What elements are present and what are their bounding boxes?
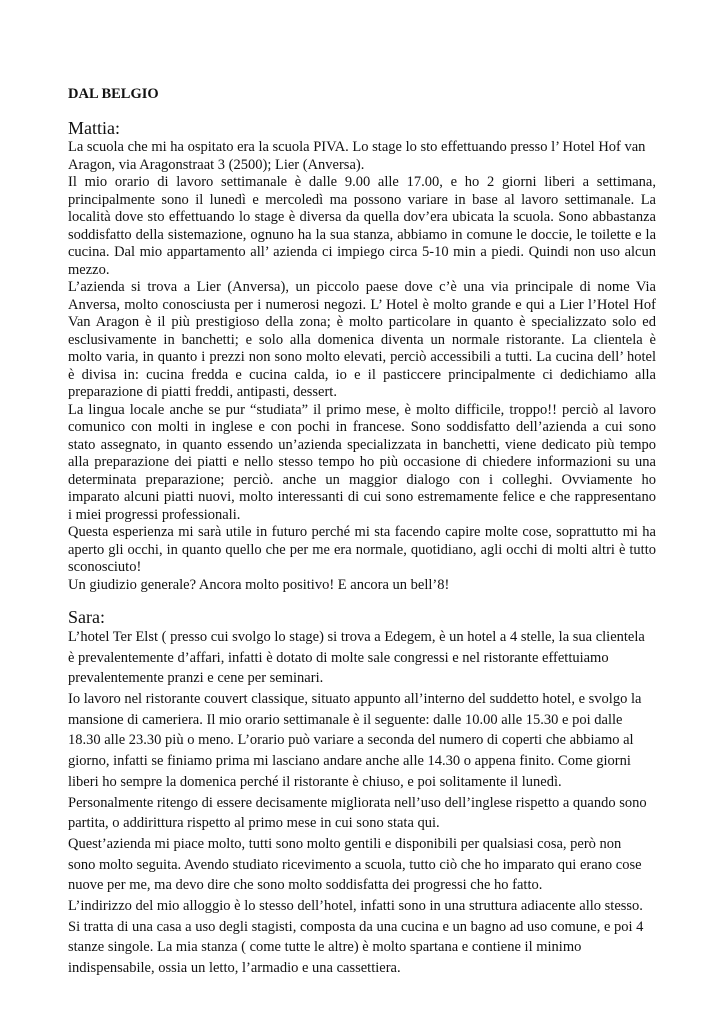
text-line: Aragon, via Aragonstraat 3 (2500); Lier (Anversa).	[68, 156, 365, 173]
text-line: esclusivamente in banchetti; e solo alla domenica diventa un normale ristorante. La clientela è	[68, 331, 656, 348]
text-line: Il mio orario di lavoro settimanale è dalle 9.00 alle 17.00, e ho 2 giorni liberi a settimana,	[68, 174, 656, 190]
text-line: comunico con molti in inglese e con pochi in francese. Sono soddisfatto dell’azienda a cui sono	[68, 419, 656, 435]
text-line: determinata preparazione; perciò. anche un maggior dialogo con i colleghi. Ovviamente ho	[68, 471, 656, 488]
text-line: Io lavoro nel ristorante couvert classique, situato appunto all’interno del suddetto hotel, e svolgo la	[68, 691, 642, 708]
text-line: prevalentemente pranzi e cene per seminari.	[68, 670, 324, 687]
section-mattia-text	[68, 139, 656, 594]
text-line: i miei progressi professionali.	[68, 506, 241, 523]
text-line: stato assegnato, in quanto essendo un’azienda specializzata in banchetti, viene dedicato più tempo	[68, 436, 656, 453]
text-line: preparazione di piatti freddi, antipasti, dessert.	[68, 384, 337, 400]
text-line: giorno, infatti se finiamo prima mi lasciano andare anche alle 14.30 o appena finito. Come giorni	[68, 753, 631, 770]
text-line: La lingua locale anche se pur “studiata” il primo mese, è molto difficile, troppo!! perciò al lavoro	[68, 401, 656, 418]
text-line: indispensabile, ossia un letto, l’armadio e una cassettiera.	[68, 960, 401, 976]
text-line: principalmente sono il lunedì e mercoledì ma possono variare in base al lavoro settimanale. La	[68, 191, 656, 208]
document-title: DAL BELGIO	[68, 86, 159, 102]
section-mattia	[68, 117, 656, 594]
text-line: L’hotel Ter Elst ( presso cui svolgo lo stage) si trova a Edegem, è un hotel a 4 stelle, la sua clientela	[68, 629, 645, 645]
text-line: sono molto seguita. Avendo studiato ricevimento a scuola, tutto ciò che ho imparato qui erano cose	[68, 856, 642, 873]
section-sara-text	[68, 627, 656, 979]
text-line: Questa esperienza mi sarà utile in futuro perché mi sta facendo capire molte cose, soprattutto mi ha	[68, 524, 656, 540]
text-line: partita, o addirittura rispetto al primo mese in cui sono stata qui.	[68, 815, 440, 832]
text-line: Un giudizio generale? Ancora molto positivo! E ancora un bell’8!	[68, 576, 450, 593]
text-line: L’azienda si trova a Lier (Anversa), un piccolo paese dove c’è una via principale di nome Via	[68, 279, 656, 295]
text-line: molto varia, in quanto i prezzi non sono molto elevati, perciò accessibili a tutti. La cucina dell’ hotel	[68, 349, 656, 365]
text-line: imparato alcuni piatti nuovi, molto interessanti di cui sono estremamente felice e che rappresentano	[68, 489, 656, 505]
text-line: è prevalentemente d’affari, infatti è dotato di molte sale congressi e nel ristorante effettuiamo	[68, 649, 609, 666]
text-line: sconosciuto!	[68, 559, 142, 575]
text-line: nuove per me, ma devo dire che sono molto soddisfatta dei progressi che ho fatto.	[68, 877, 543, 894]
text-line: liberi ho sempre la domenica perché il ristorante è chiuso, e poi solitamente il lunedì.	[68, 773, 562, 790]
text-line: cucina. Dal mio appartamento all’ azienda ci impiego circa 5-10 min a piedi. Quindi non uso alcun	[68, 244, 656, 260]
text-line: Personalmente ritengo di essere decisamente migliorata nell’uso dell’inglese rispetto a quando sono	[68, 794, 647, 811]
section-mattia-name: Mattia:	[68, 118, 120, 138]
text-line: Anversa, molto conosciusta per i numerosi negozi. L’ Hotel è molto grande e qui a Lier l’Hotel Hof	[68, 296, 656, 313]
text-line: soddisfatto della sistemazione, ognuno ha la sua stanza, abbiamo in comune le doccie, le toilette e la	[68, 226, 656, 243]
section-sara-name: Sara:	[68, 607, 105, 627]
text-line: stanze singole. La mia stanza ( come tutte le altre) è molto spartana e contiene il minimo	[68, 939, 582, 956]
text-line: aperto gli occhi, in quanto quello che per me era normale, quotidiano, agli occhi di molti altri è tutto	[68, 541, 656, 558]
text-line: mansione di cameriera. Il mio orario settimanale è il seguente: dalle 10.00 alle 15.30 e poi dalle	[68, 711, 623, 728]
text-line: La scuola che mi ha ospitato era la scuola PIVA. Lo stage lo sto effettuando presso l’ Hotel Hof van	[68, 139, 646, 155]
text-line: è divisa in: cucina fredda e cucina calda, io e il pasticcere principalmente ci dedichiamo alla	[68, 366, 656, 383]
text-line: Quest’azienda mi piace molto, tutti sono molto gentili e disponibili per qualsiasi cosa, però non	[68, 835, 622, 852]
text-line: mezzo.	[68, 261, 110, 278]
section-sara	[68, 607, 656, 979]
text-line: località dove sto effettuando lo stage è diversa da quella dov’era ubicata la scuola. Sono abbastanza	[68, 209, 656, 225]
text-line: 18.30 alle 23.30 più o meno. L’orario può variare a seconda del numero di coperti che abbiamo al	[68, 732, 634, 749]
text-line: L’indirizzo del mio alloggio è lo stesso dell’hotel, infatti sono in una struttura adiacente allo stesso.	[68, 897, 643, 914]
text-line: Si tratta di una casa a uso degli stagisti, composta da una cucina e un bagno ad uso comune, e poi 4	[68, 918, 644, 935]
text-line: Van Aragon è il più prestigioso della zona; è molto particolare in quanto è specializzato solo ed	[68, 314, 656, 330]
text-line: alla preparazione dei piatti e nello stesso tempo ho più occasione di chiedere informazioni su una	[68, 454, 656, 470]
